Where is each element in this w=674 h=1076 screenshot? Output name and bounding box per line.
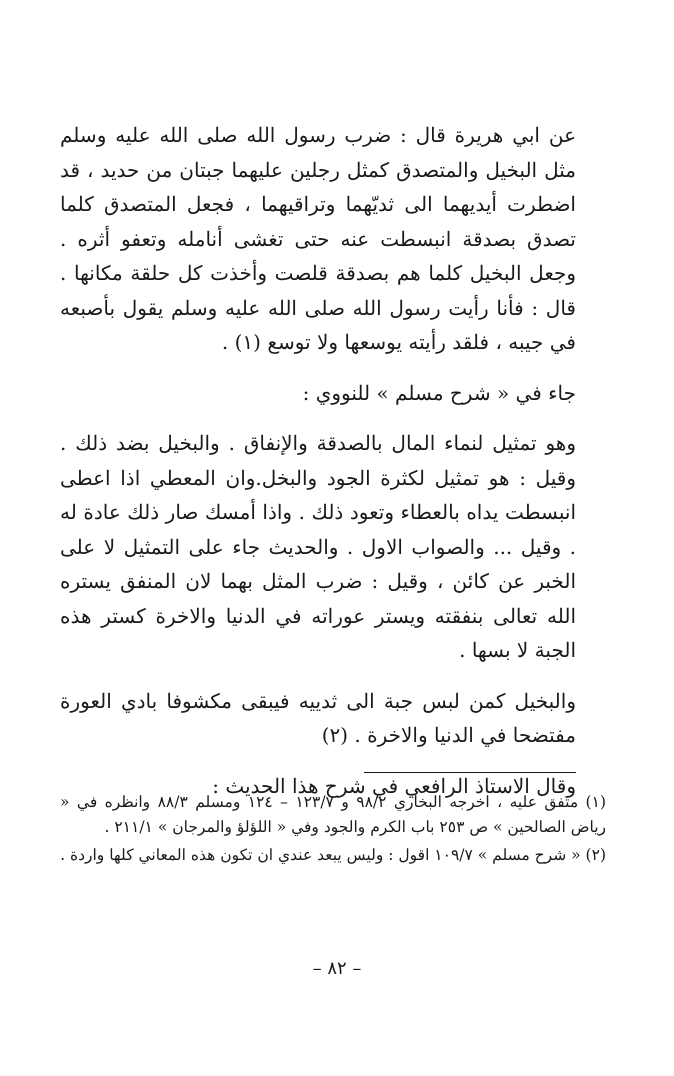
miser-paragraph: والبخيل كمن لبس جبة الى ثدييه فيبقى مكشوفا بادي العورة مفتضحا في الدنيا والاخرة . (٢) — [60, 688, 576, 747]
footnotes — [60, 790, 606, 868]
page-number: – ٨٢ – — [312, 958, 362, 979]
rafii-intro-line: وقال الاستاذ الرافعي في شرح هذا الحديث : — [212, 773, 576, 798]
nawawi-commentary-paragraph: وهو تمثيل لنماء المال بالصدقة والإنفاق . والبخيل بضد ذلك . وقيل : هو تمثيل لكثرة الجود والبخل.وان المعطي اذا اعطى انبسطت يداه بالعطاء وتعود ذلك . واذا أمسك صار ذلك عادة له . وقيل ... والصواب الاول . والحديث جاء على التمثيل لا على الخبر عن كائن ، وقيل : ضرب المثل بهما لان المنفق يستره الله تعالى بنفقته ويستر عوراته في الدنيا والاخرة كستر هذه الجبة لا بسها . — [60, 431, 577, 662]
footnote-1: (١) متفق عليه ، اخرجه البخاري ٩٨/٢ و ١٢٣/٧ – ١٢٤ ومسلم ٨٨/٣ وانظره في « رياض الصالحين » ص ٢٥٣ باب الكرم والجود وفي « اللؤلؤ والمرجان » ٢١١/١ . — [60, 793, 606, 836]
hadith-paragraph: عن ابي هريرة قال : ضرب رسول الله صلى الله عليه وسلم مثل البخيل والمتصدق كمثل رجلين عليهما جبتان من حديد ، قد اضطرت أيديهما الى ثديّهما وتراقيهما ، فجعل المتصدق كلما تصدق بصدقة انبسطت عنه حتى تغشى أنامله وتعفو أثره . وجعل البخيل كلما هم بصدقة قلصت وأخذت كل حلقة مكانها . قال : فأنا رأيت رسول الله صلى الله عليه وسلم يقول بأصبعه في جيبه ، فلقد رأيته يوسعها ولا توسع (١) . — [60, 123, 576, 354]
footnote-separator — [364, 772, 576, 773]
nawawi-intro-line: جاء في « شرح مسلم » للنووي : — [302, 380, 576, 405]
main-text — [60, 118, 606, 803]
footnote-2: (٢) « شرح مسلم » ١٠٩/٧ اقول : وليس يبعد عندي ان تكون هذه المعاني كلها واردة . — [60, 846, 606, 864]
